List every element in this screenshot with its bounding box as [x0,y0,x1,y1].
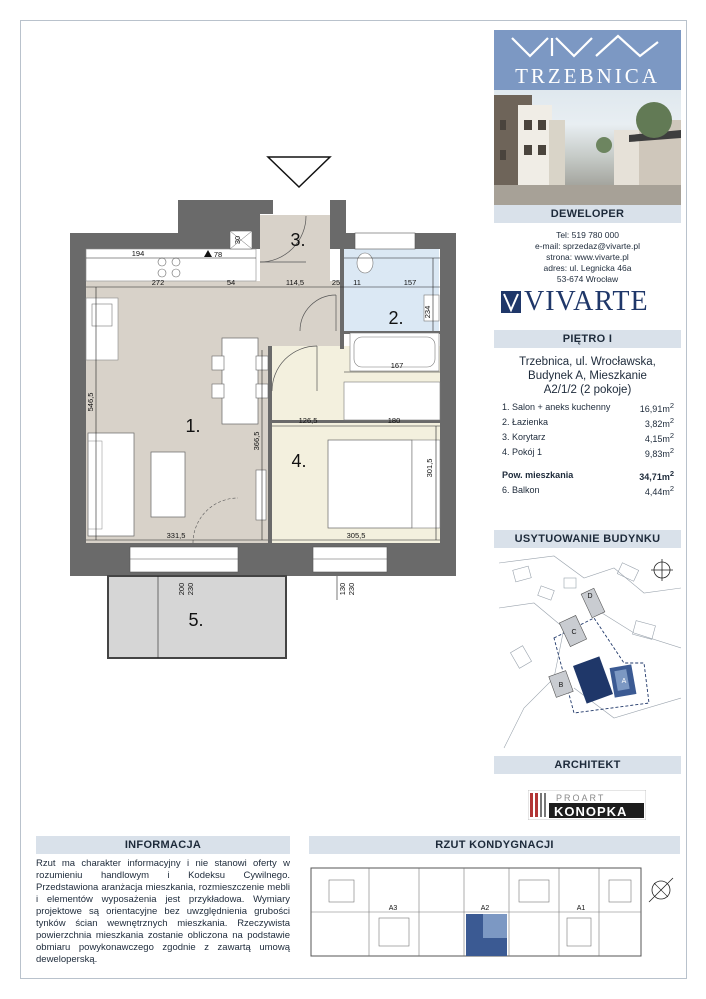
room-area: $4,15m^2$ [644,431,674,444]
architect-logo [528,790,646,820]
key-label-a3: A3 [388,905,398,912]
key-label-a2: A2 [480,905,490,912]
floor-plan [0,0,490,700]
site-label-a: A [621,678,627,685]
room-area: $16,91m^2$ [639,401,674,414]
contact-email: e-mail: sprzedaz@vivarte.pl [535,241,640,251]
dim-305-5: 305,5 [346,531,366,540]
room-row [502,415,674,430]
room-row [502,400,674,415]
dim-230-a: 230 [186,582,195,596]
room-label: 4. Pokój 1 [502,447,543,457]
site-label-d: D [587,593,593,600]
key-compass-icon [649,878,673,902]
entrance-arrow-icon [268,157,330,187]
dim-230-b: 230 [347,582,356,596]
dim-114-5: 114,5 [285,278,305,287]
room-number-5: 5. [188,610,204,630]
total-label: Pow. mieszkania [502,470,574,480]
key-plan-band: RZUT KONDYGNACJI [309,836,680,854]
developer-contact [494,230,681,285]
dim-180: 180 [387,416,401,425]
site-location-map [494,548,681,753]
room-number-2: 2. [388,308,404,328]
dim-331-5: 331,5 [166,531,186,540]
dim-11: 11 [353,278,361,287]
total-row [502,468,674,483]
site-label-c: C [571,629,577,636]
contact-website: strona: www.vivarte.pl [546,252,629,262]
site-label-b: B [558,682,564,689]
logo-title: TRZEBNICA [515,64,660,88]
info-band: INFORMACJA [36,836,290,854]
architect-band: ARCHITEKT [494,756,681,774]
dim-25: 25 [331,278,341,287]
floor-band: PIĘTRO I [494,330,681,348]
room-label: 3. Korytarz [502,432,546,442]
roof-logo-icon [508,34,668,60]
architect-small: PROART [556,793,606,803]
building-line: Budynek A, Mieszkanie [528,370,647,382]
developer-name: VIVARTE [524,286,649,317]
dim-167: 167 [390,361,404,370]
dim-30: 30 [233,235,242,245]
contact-phone: Tel: 519 780 000 [556,230,619,240]
room-row [502,430,674,445]
room-area-table [502,400,674,498]
apartment-address [494,355,681,397]
dim-54: 54 [226,278,236,287]
room-row [502,445,674,460]
total-area: $34,71m^2$ [639,469,674,482]
room-area: $3,82m^2$ [644,416,674,429]
dim-546-5: 546,5 [86,392,95,412]
architect-name: KONOPKA [554,804,628,819]
contact-address: adres: ul. Legnicka 46a [543,263,632,273]
key-label-a1: A1 [576,905,586,912]
dim-126-5: 126,5 [298,416,318,425]
key-plan [309,858,680,966]
room-number-4: 4. [291,451,307,471]
dim-130: 130 [338,582,347,596]
dim-157: 157 [403,278,417,287]
location-band: USYTUOWANIE BUDYNKU [494,530,681,548]
project-logo [494,30,681,90]
room-label: 1. Salon + aneks kuchenny [502,402,611,412]
developer-band: DEWELOPER [494,205,681,223]
room-label: 2. Łazienka [502,417,549,427]
address-line: Trzebnica, ul. Wrocławska, [519,356,656,368]
room-number-1: 1. [185,416,201,436]
dim-234: 234 [423,305,432,319]
dim-301-5: 301,5 [425,458,434,478]
contact-postcode: 53-674 Wrocław [556,274,619,284]
developer-logo [494,283,681,323]
room-area: $9,83m^2$ [644,446,674,459]
unit-line: A2/1/2 (2 pokoje) [543,384,632,396]
balcony-row [502,483,674,498]
dim-200: 200 [177,582,186,596]
vivarte-mark-icon [501,291,521,313]
dim-366-5: 366,5 [252,431,261,451]
room-number-3: 3. [290,230,306,250]
building-photo [494,90,681,205]
dim-78: 78 [213,250,223,259]
dim-272: 272 [151,278,165,287]
info-text: Rzut ma charakter informacyjny i nie stanowi oferty w rozumieniu handlowym i Kodeksu Cywilnego. Przedstawiona aranżacja mieszkania, rozmieszczenie mebli i elementów wyposażenia jest przykładowa. Wymiary projektowe są orientacyjne bez uwzględnienia grubości tynków ścian wewnętrznych mieszkania. Rzeczywista powierzchnia mieszkania zostanie obliczona na podstawie obmiaru powykonawczego zgodnie z zawartą umową deweloperską. [36,858,290,965]
site-compass-icon [651,559,673,581]
balcony-label: 6. Balkon [502,485,540,495]
dim-194: 194 [131,249,145,258]
balcony-area: $4,44m^2$ [644,484,674,497]
